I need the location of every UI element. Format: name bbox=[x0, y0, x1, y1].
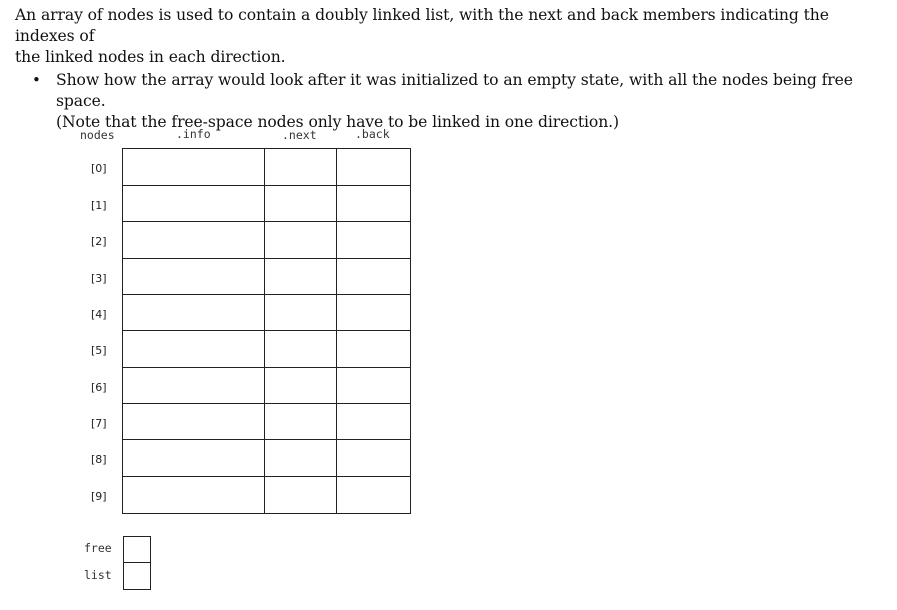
cell-next[interactable] bbox=[264, 294, 338, 332]
cell-back[interactable] bbox=[336, 403, 411, 441]
free-list-box-top[interactable] bbox=[123, 536, 151, 563]
cell-info[interactable] bbox=[122, 439, 266, 478]
free-list-label-line-1: free bbox=[84, 541, 112, 555]
bullet-icon: • bbox=[32, 71, 41, 89]
cell-next[interactable] bbox=[264, 476, 338, 514]
row-index-label: [5] bbox=[91, 344, 107, 357]
bullet-line-2: (Note that the free-space nodes only have to be linked in one direction.) bbox=[56, 113, 619, 131]
cell-next[interactable] bbox=[264, 367, 338, 405]
cell-info[interactable] bbox=[122, 294, 266, 332]
row-index-label: [0] bbox=[91, 162, 107, 175]
row-index-label: [1] bbox=[91, 199, 107, 212]
array-label: nodes bbox=[80, 128, 115, 142]
row-index-label: [2] bbox=[91, 235, 107, 248]
cell-next[interactable] bbox=[264, 185, 338, 223]
cell-back[interactable] bbox=[336, 221, 411, 260]
cell-next[interactable] bbox=[264, 221, 338, 260]
free-list-box-bottom[interactable] bbox=[123, 562, 151, 590]
cell-next[interactable] bbox=[264, 330, 338, 369]
row-index-label: [3] bbox=[91, 272, 107, 285]
column-header-info: .info bbox=[176, 127, 211, 141]
problem-intro bbox=[15, 5, 885, 68]
cell-info[interactable] bbox=[122, 367, 266, 405]
column-header-back: .back bbox=[355, 127, 390, 141]
cell-back[interactable] bbox=[336, 258, 411, 296]
cell-next[interactable] bbox=[264, 403, 338, 441]
cell-info[interactable] bbox=[122, 185, 266, 223]
bullet-text bbox=[56, 70, 886, 133]
cell-next[interactable] bbox=[264, 148, 338, 187]
row-index-label: [6] bbox=[91, 381, 107, 394]
cell-info[interactable] bbox=[122, 148, 266, 187]
cell-info[interactable] bbox=[122, 476, 266, 514]
cell-next[interactable] bbox=[264, 439, 338, 478]
cell-back[interactable] bbox=[336, 439, 411, 478]
cell-info[interactable] bbox=[122, 403, 266, 441]
row-index-label: [7] bbox=[91, 417, 107, 430]
bullet-line-1: Show how the array would look after it was initialized to an empty state, with all the nodes being free space. bbox=[56, 71, 853, 110]
cell-info[interactable] bbox=[122, 221, 266, 260]
cell-next[interactable] bbox=[264, 258, 338, 296]
intro-line-1: An array of nodes is used to contain a doubly linked list, with the next and back members indicating the indexes of bbox=[15, 6, 829, 45]
cell-back[interactable] bbox=[336, 367, 411, 405]
row-index-label: [4] bbox=[91, 308, 107, 321]
column-header-next: .next bbox=[282, 128, 317, 142]
cell-back[interactable] bbox=[336, 330, 411, 369]
cell-info[interactable] bbox=[122, 330, 266, 369]
intro-line-2: the linked nodes in each direction. bbox=[15, 48, 286, 66]
cell-info[interactable] bbox=[122, 258, 266, 296]
cell-back[interactable] bbox=[336, 185, 411, 223]
cell-back[interactable] bbox=[336, 294, 411, 332]
row-index-label: [8] bbox=[91, 453, 107, 466]
cell-back[interactable] bbox=[336, 148, 411, 187]
free-list-label-line-2: list bbox=[84, 568, 112, 582]
cell-back[interactable] bbox=[336, 476, 411, 514]
row-index-label: [9] bbox=[91, 490, 107, 503]
